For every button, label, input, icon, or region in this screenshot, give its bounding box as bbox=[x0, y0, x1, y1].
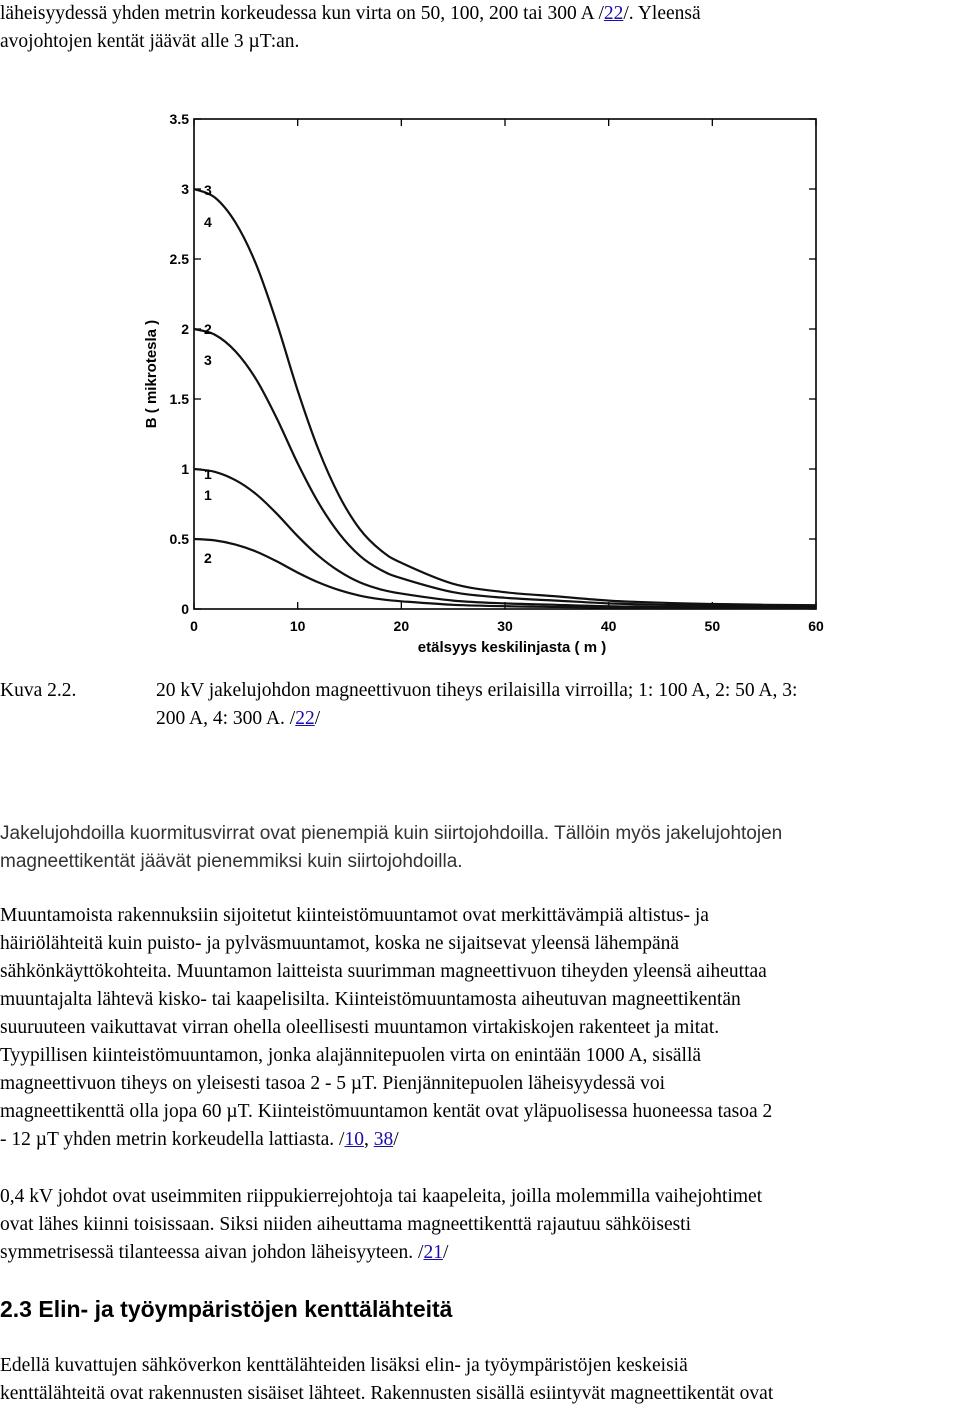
y-tick-label: 0.5 bbox=[169, 531, 189, 547]
intro-line-2: avojohtojen kentät jäävät alle 3 µT:an. bbox=[0, 31, 300, 52]
curve-labels bbox=[204, 182, 212, 566]
curve-label-4: 3 bbox=[204, 182, 212, 198]
y-tick-label: 0 bbox=[181, 601, 189, 617]
series-line-1 bbox=[194, 469, 816, 608]
x-axis bbox=[190, 119, 824, 634]
y-axis bbox=[170, 111, 816, 617]
curve-label-3: 3 bbox=[204, 352, 212, 368]
p2-line: muuntajalta lähtevä kisko- tai kaapelisilta. Kiinteistömuuntamosta aiheutuvan magneettikentän bbox=[0, 989, 741, 1010]
reference-link-10[interactable]: 10 bbox=[344, 1129, 364, 1150]
reference-link-38[interactable]: 38 bbox=[373, 1129, 394, 1150]
p2-line-refs bbox=[0, 1126, 960, 1154]
intro-text-end: /. Yleensä bbox=[623, 3, 701, 24]
x-tick-label: 60 bbox=[808, 618, 824, 634]
magnetic-field-chart bbox=[130, 84, 830, 660]
p2-line: Tyypillisen kiinteistömuuntamon, jonka alajännitepuolen virta on enintään 1000 A, sisällä bbox=[0, 1045, 702, 1066]
p2-line: sähkönkäyttökohteita. Muuntamon laitteista suurimman magneettivuon tiheyden yleensä aiheuttaa bbox=[0, 961, 767, 982]
p2-text: - 12 µT yhden metrin korkeudella lattiasta. / bbox=[0, 1129, 345, 1150]
curve-label-3: 2 bbox=[204, 321, 212, 337]
curve-label-4: 4 bbox=[204, 214, 212, 230]
paragraph-distribution-lines bbox=[0, 820, 960, 876]
section-heading: 2.3 Elin- ja työympäristöjen kenttälähteitä bbox=[0, 1296, 453, 1322]
curve-label-1: 1 bbox=[204, 466, 212, 482]
p1-line-2: magneettikentät jäävät pienemmiksi kuin siirtojohdoilla. bbox=[0, 851, 463, 872]
caption-text-part: 200 A, 4: 300 A. / bbox=[156, 708, 296, 729]
p4-line: kenttälähteitä ovat rakennusten sisäiset lähteet. Rakennusten sisällä esiintyvät magneettikentät ovat bbox=[0, 1383, 774, 1404]
x-tick-label: 10 bbox=[289, 618, 306, 634]
p2-line: suuruuteen vaikuttavat virran ohella oleellisesti muuntamon virtakiskojen rakenteet ja mitat. bbox=[0, 1017, 720, 1038]
caption-text-end: / bbox=[314, 708, 321, 729]
y-tick-label: 3 bbox=[181, 181, 189, 197]
p3-line: ovat lähes kiinni toisissaan. Siksi niiden aiheuttama magneettikenttä rajautuu sähköisesti bbox=[0, 1214, 692, 1235]
plot-frame bbox=[194, 119, 816, 609]
p4-line: Edellä kuvattujen sähköverkon kenttälähteiden lisäksi elin- ja työympäristöjen keskeisiä bbox=[0, 1355, 688, 1376]
intro-line-1 bbox=[0, 0, 960, 28]
x-tick-label: 30 bbox=[497, 618, 513, 634]
p2-line: Muuntamoista rakennuksiin sijoitetut kiinteistömuuntamot ovat merkittävämpiä altistus- ja bbox=[0, 905, 709, 926]
series-line-4 bbox=[194, 189, 816, 605]
reference-link-22[interactable]: 22 bbox=[603, 3, 624, 24]
reference-link-22-caption[interactable]: 22 bbox=[295, 708, 315, 729]
paragraph-environment bbox=[0, 1352, 960, 1408]
paragraph-transformers bbox=[0, 902, 960, 1154]
series-group bbox=[194, 189, 816, 608]
p2-separator: , bbox=[363, 1129, 374, 1150]
p3-line-refs bbox=[0, 1239, 960, 1267]
curve-label-2: 2 bbox=[204, 550, 212, 566]
p2-line: magneettikenttä olla jopa 60 µT. Kiinteistömuuntamon kentät ovat yläpuolisessa huoneessa tasoa 2 bbox=[0, 1101, 773, 1122]
caption-text bbox=[156, 677, 956, 733]
y-tick-label: 3.5 bbox=[169, 111, 189, 127]
p3-text: symmetrisessä tilanteessa aivan johdon läheisyyteen. / bbox=[0, 1242, 424, 1263]
p2-text-end: / bbox=[393, 1129, 399, 1150]
intro-text: läheisyydessä yhden metrin korkeudessa kun virta on 50, 100, 200 tai 300 A / bbox=[0, 3, 604, 24]
p1-line-1: Jakelujohdoilla kuormitusvirrat ovat pienempiä kuin siirtojohdoilla. Tällöin myös jakelujohtojen bbox=[0, 823, 783, 844]
y-tick-label: 2 bbox=[181, 321, 189, 337]
paragraph-low-voltage bbox=[0, 1183, 960, 1267]
p3-text-end: / bbox=[442, 1242, 449, 1263]
intro-paragraph bbox=[0, 0, 960, 56]
x-axis-label: etälsyys keskilinjasta ( m ) bbox=[417, 639, 607, 656]
p3-line: 0,4 kV johdot ovat useimmiten riippukierrejohtoja tai kaapeleita, joilla molemmilla vaihejohtimet bbox=[0, 1186, 763, 1207]
caption-line-1: 20 kV jakelujohdon magneettivuon tiheys erilaisilla virroilla; 1: 100 A, 2: 50 A, 3: bbox=[156, 680, 798, 701]
x-tick-label: 50 bbox=[704, 618, 721, 634]
x-tick-label: 0 bbox=[190, 618, 198, 634]
y-tick-label: 1 bbox=[181, 461, 189, 477]
y-tick-label: 2.5 bbox=[169, 251, 189, 267]
p2-line: magneettivuon tiheys on yleisesti tasoa 2 - 5 µT. Pienjännitepuolen läheisyydessä voi bbox=[0, 1073, 666, 1094]
p2-line: häiriölähteitä kuin puisto- ja pylväsmuuntamot, koska ne sijaitsevat yleensä lähempänä bbox=[0, 933, 680, 954]
reference-link-21[interactable]: 21 bbox=[423, 1242, 443, 1263]
caption-line-2 bbox=[156, 705, 956, 733]
caption-number: Kuva 2.2. bbox=[0, 680, 77, 701]
curve-label-1: 1 bbox=[204, 487, 212, 503]
series-line-3 bbox=[194, 329, 816, 607]
figure-chart bbox=[130, 84, 830, 660]
y-tick-label: 1.5 bbox=[169, 391, 189, 407]
x-tick-label: 40 bbox=[600, 618, 617, 634]
y-axis-label: B ( mikrotesla ) bbox=[143, 319, 160, 429]
x-tick-label: 20 bbox=[393, 618, 410, 634]
